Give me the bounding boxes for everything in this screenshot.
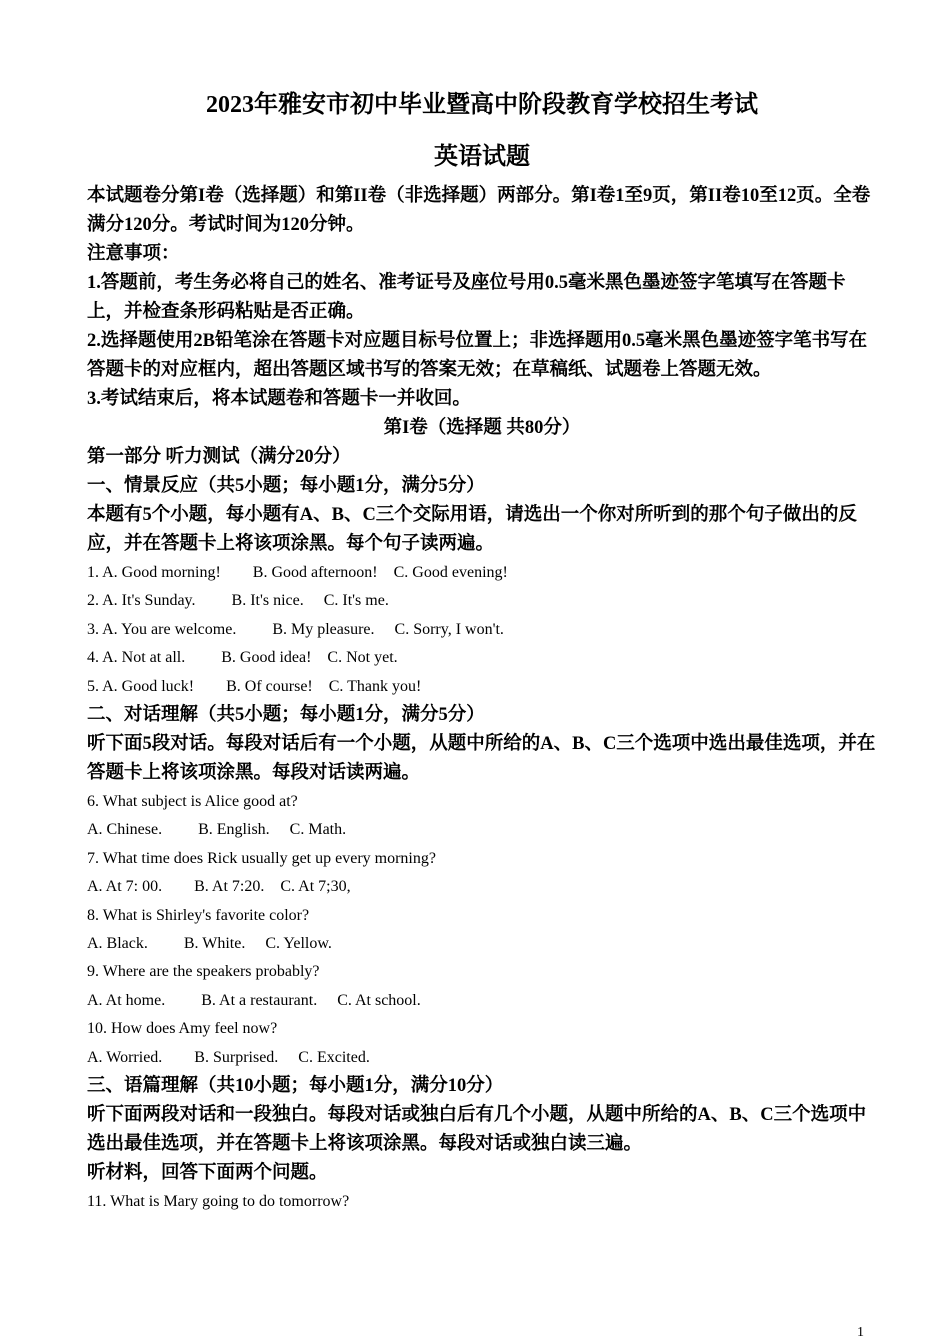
exam-title: 2023年雅安市初中毕业暨高中阶段教育学校招生考试 (206, 92, 758, 118)
intro-paragraph: 本试题卷分第I卷（选择题）和第II卷（非选择题）两部分。第I卷1至9页，第II卷10至12页。全卷满分120分。考试时间为120分钟。 (87, 186, 871, 235)
section3-heading: 三、语篇理解（共10小题；每小题1分，满分10分） (87, 1076, 504, 1097)
question-options: A. Black. B. White. C. Yellow. (87, 935, 332, 953)
section3-sub-heading: 听材料，回答下面两个问题。 (87, 1163, 328, 1184)
question-stem: 10. How does Amy feel now? (87, 1020, 278, 1038)
note-item: 2.选择题使用2B铅笔涂在答题卡对应题目标号位置上；非选择题用0.5毫米黑色墨迹签字笔书写在答题卡的对应框内，超出答题区域书写的答案无效；在草稿纸、试题卷上答题无效。 (87, 331, 868, 380)
notes-heading: 注意事项： (87, 244, 180, 264)
note-item: 3.考试结束后，将本试题卷和答题卡一并收回。 (87, 389, 471, 409)
question-line: 3. A. You are welcome. B. My pleasure. C. Sorry, I won't. (87, 620, 504, 638)
question-stem: 9. Where are the speakers probably? (87, 963, 320, 981)
exam-page (87, 88, 877, 1217)
question-options: A. Chinese. B. English. C. Math. (87, 821, 347, 839)
question-stem: 11. What is Mary going to do tomorrow? (87, 1193, 350, 1211)
question-options: A. Worried. B. Surprised. C. Excited. (87, 1048, 370, 1066)
question-line: 4. A. Not at all. B. Good idea! C. Not yet. (87, 649, 398, 667)
section1-instruction: 本题有5个小题，每小题有A、B、C三个交际用语，请选出一个你对所听到的那个句子做出的反应，并在答题卡上将该项涂黑。每个句子读两遍。 (87, 505, 857, 554)
page-number: 1 (857, 1325, 864, 1340)
exam-subtitle: 英语试题 (434, 144, 530, 170)
question-options: A. At 7: 00. B. At 7:20. C. At 7;30, (87, 878, 351, 896)
section2-instruction: 听下面5段对话。每段对话后有一个小题，从题中所给的A、B、C三个选项中选出最佳选项，并在答题卡上将该项涂黑。每段对话读两遍。 (87, 734, 876, 784)
section2-heading: 二、对话理解（共5小题；每小题1分，满分5分） (87, 705, 485, 726)
part1-heading: 第一部分 听力测试（满分20分） (87, 447, 351, 467)
section1-heading: 一、情景反应（共5小题；每小题1分，满分5分） (87, 476, 485, 496)
question-stem: 6. What subject is Alice good at? (87, 793, 298, 811)
question-options: A. At home. B. At a restaurant. C. At school. (87, 991, 421, 1009)
question-line: 5. A. Good luck! B. Of course! C. Thank you! (87, 677, 422, 695)
question-stem: 7. What time does Rick usually get up every morning? (87, 849, 436, 867)
note-item: 1.答题前，考生务必将自己的姓名、准考证号及座位号用0.5毫米黑色墨迹签字笔填写在答题卡上，并检查条形码粘贴是否正确。 (87, 273, 846, 322)
section3-instruction: 听下面两段对话和一段独白。每段对话或独白后有几个小题，从题中所给的A、B、C三个选项中选出最佳选项，并在答题卡上将该项涂黑。每段对话或独白读三遍。 (87, 1105, 867, 1155)
question-line: 2. A. It's Sunday. B. It's nice. C. It's me. (87, 592, 389, 610)
question-stem: 8. What is Shirley's favorite color? (87, 906, 310, 924)
volume-heading: 第I卷（选择题 共80分） (383, 418, 581, 438)
question-line: 1. A. Good morning! B. Good afternoon! C. Good evening! (87, 564, 508, 581)
